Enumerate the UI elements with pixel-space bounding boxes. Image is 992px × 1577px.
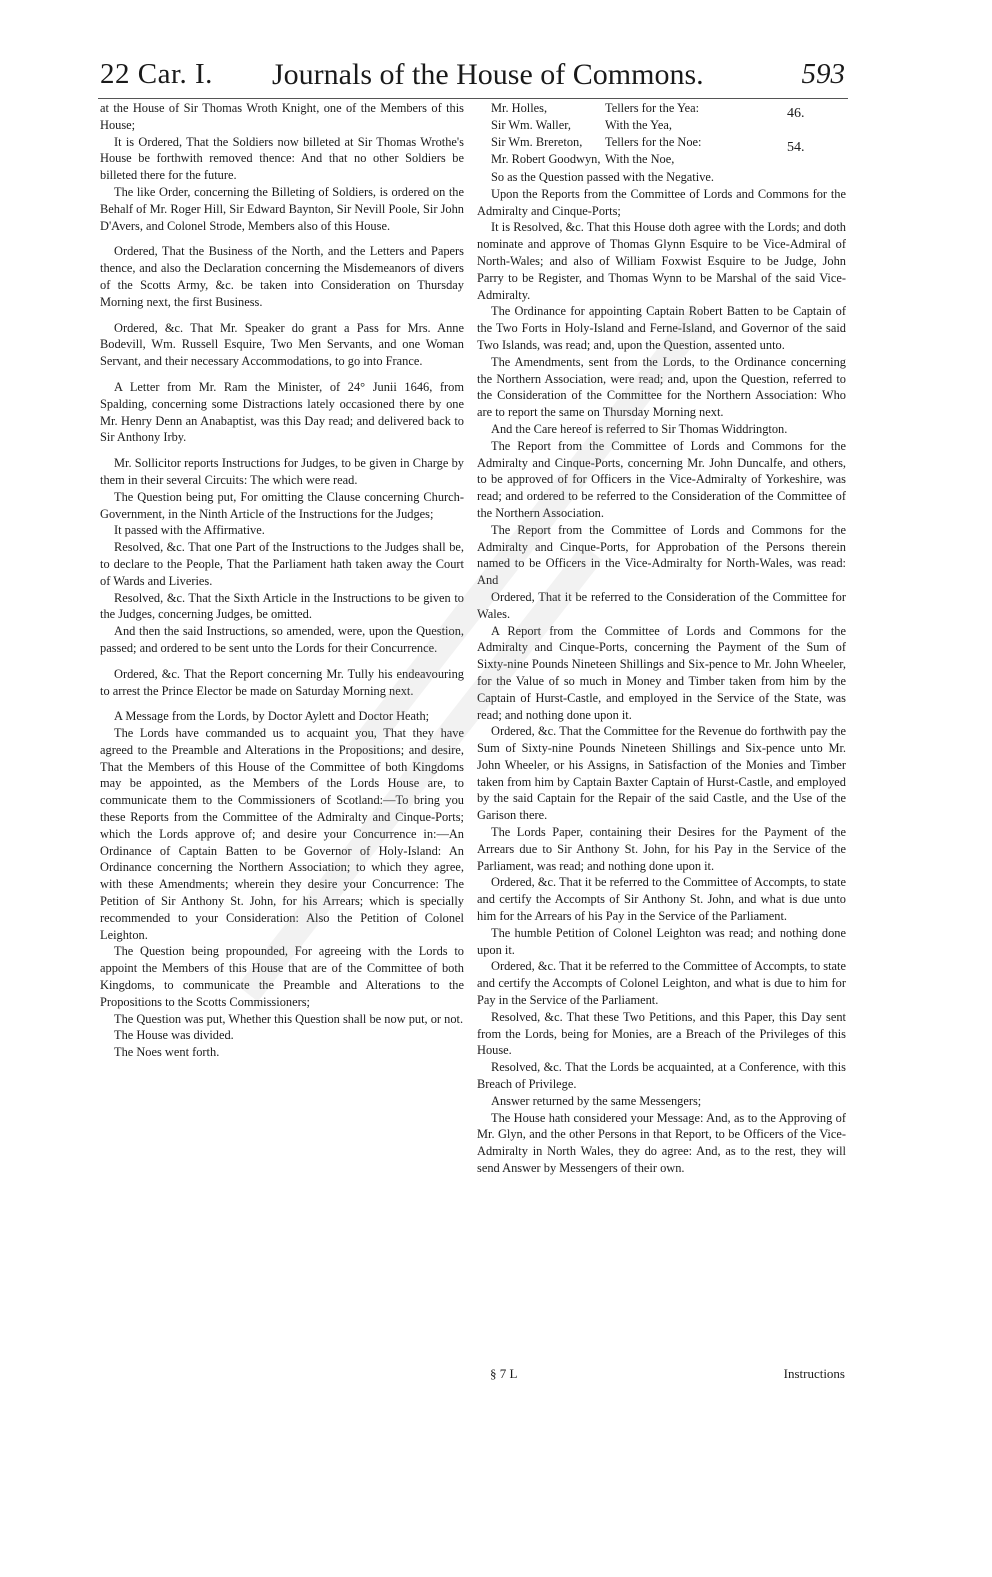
- paragraph: Ordered, &c. That the Report concerning Mr. Tully his endeavouring to arrest the Prince Elector be made on Saturday Morning next.: [100, 666, 464, 698]
- paragraph: Resolved, &c. That the Sixth Article in the Instructions to be given to the Judges, concerning Judges, be omitted.: [100, 590, 464, 622]
- paragraph: Ordered, &c. That Mr. Speaker do grant a Pass for Mrs. Anne Bodevill, Wm. Russell Esquire, Two Men Servants, and one Woman Servant, and their necessary Accommodations, to go into France.: [100, 320, 464, 369]
- paragraph: The Lords have commanded us to acquaint you, That they have agreed to the Preamble and Alterations in the Propositions; and desire, That the Members of this House of the Committee of both Kingdoms may be appointed, as the Members of the Lords House are, to communicate them to the Commissioners of Scotland:—To bring you these Reports from the Committee of the Admiralty and Cinque-Ports; which the Lords approve of; and desire your Concurrence in:—An Ordinance of Captain Batten to be Governor of Holy-Island: An Ordinance concerning the Northern Association; to which they agree, with these Amendments; wherein they desire your Concurrence: The Petition of Sir Anthony St. John, for his Arrears; which is specially recommended to your Consideration: Also the Petition of Colonel Leighton.: [100, 726, 464, 942]
- paragraph: Ordered, That it be referred to the Consideration of the Committee for Wales.: [477, 589, 846, 621]
- regnal-year: 22 Car. I.: [100, 58, 213, 90]
- division-tellers: [477, 100, 846, 168]
- page-header: [100, 58, 845, 98]
- paragraph: Resolved, &c. That the Lords be acquainted, at a Conference, with this Breach of Privilege.: [477, 1060, 846, 1092]
- paragraph: And then the said Instructions, so amended, were, upon the Question, passed; and ordered to be sent unto the Lords for their Concurrence.: [100, 624, 464, 655]
- paragraph: Resolved, &c. That one Part of the Instructions to the Judges shall be, to declare to the People, That the Parliament hath taken away the Court of Wards and Liveries.: [100, 540, 464, 588]
- teller-name: Sir Wm. Brereton,: [491, 135, 583, 149]
- teller-role: Tellers for the Noe:: [605, 135, 702, 149]
- paragraph: So as the Question passed with the Negative.: [491, 170, 714, 184]
- paragraph: It is Resolved, &c. That this House doth agree with the Lords; and doth nominate and approve of Thomas Glynn Esquire to be Vice-Admiral of North-Wales; and also of William Foxwist Esquire to be Judge, John Parry to be Register, and Thomas Wynn to be Marshal of the said Vice-Admiralty.: [477, 220, 846, 302]
- teller-name: Mr. Holles,: [491, 101, 548, 115]
- paragraph: Ordered, That the Business of the North, and the Letters and Papers thence, and also the Declaration concerning the Misdemeanors of divers of the Scotts Army, &c. be taken into Consideration on Thursday Morning next, the first Business.: [100, 244, 464, 309]
- paragraph: The Question being propounded, For agreeing with the Lords to appoint the Members of this House that are of the Committee of both Kingdoms, to communicate the Preamble and Alterations to the Propositions to the Scotts Commissioners;: [100, 944, 464, 1009]
- paragraph: Ordered, &c. That the Committee for the Revenue do forthwith pay the Sum of Sixty-nine Pounds Nineteen Shillings and Six-pence unto Mr. John Wheeler, or his Assigns, in Satisfaction of the Monies and Timber taken from him by Captain Baxter Captain of Hurst-Castle, and employed by the said Captain for the Repair of the said Castle, and the Use of the Garison there.: [477, 724, 846, 823]
- teller-name: Sir Wm. Waller,: [491, 118, 571, 132]
- yea-count: 46.: [787, 106, 805, 121]
- running-title: Journals of the House of Commons.: [272, 58, 704, 91]
- teller-role: With the Yea,: [605, 118, 672, 132]
- teller-name: Mr. Robert Goodwyn,: [491, 152, 601, 166]
- paragraph: The Ordinance for appointing Captain Robert Batten to be Captain of the Two Forts in Holy-Island and Ferne-Island, and Governor of the said Two Islands, was read; and, upon the Question, assented unto.: [477, 304, 846, 352]
- paragraph: It is Ordered, That the Soldiers now billeted at Sir Thomas Wrothe's House be forthwith removed thence: And that no other Soldiers be billeted there for the future.: [100, 134, 464, 183]
- paragraph: The like Order, concerning the Billeting of Soldiers, is ordered on the Behalf of Mr. Roger Hill, Sir Edward Baynton, Sir Nevill Poole, Sir John D'Avers, and Colonel Strode, Members also of this House.: [100, 184, 464, 233]
- header-rule: [98, 98, 848, 99]
- paragraph: A Report from the Committee of Lords and Commons for the Admiralty and Cinque-Ports, concerning the Payment of the Sum of Sixty-nine Pounds Nineteen Shillings and Six-pence to Mr. John Wheeler, for the Value of so much in Money and Timber taken from him by the Captain of Hurst-Castle, and employed in the Service of the State, was read; and nothing done upon it.: [477, 623, 846, 722]
- paragraph: A Message from the Lords, by Doctor Aylett and Doctor Heath;: [114, 709, 430, 724]
- paragraph: The Question was put, Whether this Question shall be now put, or not.: [114, 1011, 464, 1026]
- paragraph: The House was divided.: [114, 1028, 234, 1043]
- paragraph: Upon the Reports from the Committee of Lords and Commons for the Admiralty and Cinque-Ports;: [477, 186, 846, 218]
- paragraph: The House hath considered your Message: And, as to the Approving of Mr. Glyn, and the other Persons in that Report, to be Officers of the Vice-Admiralty in North Wales, they do agree: And, as to the rest, they will send Answer by Messengers of their own.: [477, 1110, 846, 1176]
- left-column: [100, 100, 464, 1061]
- paragraph: Ordered, &c. That it be referred to the Committee of Accompts, to state and certify the Accompts of Sir Anthony St. John, and what is due unto him for the Arrears of his Pay in the Service of the Parliament.: [477, 875, 846, 924]
- paragraph: The Report from the Committee of Lords and Commons for the Admiralty and Cinque-Ports, for Approbation of the Persons therein named to be Officers in the Vice-Admiralty for North-Wales, was read: And: [477, 522, 846, 588]
- page-footer: [100, 1366, 845, 1386]
- catchword: Instructions: [783, 1366, 845, 1381]
- paragraph: It passed with the Affirmative.: [114, 523, 265, 538]
- paragraph: A Letter from Mr. Ram the Minister, of 24° Junii 1646, from Spalding, concerning some Distractions lately occasioned there by one Mr. Henry Denn an Anabaptist, was this Day read; and delivered back to Sir Anthony Irby.: [100, 379, 464, 445]
- paragraph: And the Care hereof is referred to Sir Thomas Widdrington.: [491, 421, 788, 436]
- paragraph: The Lords Paper, containing their Desires for the Payment of the Arrears due to Sir Anthony St. John, for his Pay in the Service of the Parliament, was read; and nothing done upon it.: [477, 825, 846, 873]
- paragraph: Mr. Sollicitor reports Instructions for Judges, to be given in Charge by them in their several Circuits: The which were read.: [100, 456, 464, 487]
- paragraph: The Noes went forth.: [114, 1045, 220, 1060]
- paragraph: Resolved, &c. That these Two Petitions, and this Paper, this Day sent from the Lords, being for Monies, are a Breach of the Privileges of this House.: [477, 1009, 846, 1058]
- paragraph: The Amendments, sent from the Lords, to the Ordinance concerning the Northern Association, were read; and, upon the Question, referred to the Consideration of the Committee for the Northern Association: Who are to report the same on Thursday Morning next.: [477, 354, 846, 420]
- paragraph: The Question being put, For omitting the Clause concerning Church-Government, in the Ninth Article of the Instructions for the Judges;: [100, 489, 464, 521]
- paragraph: The humble Petition of Colonel Leighton was read; and nothing done upon it.: [477, 925, 846, 957]
- signature-mark: § 7 L: [490, 1366, 518, 1381]
- noe-count: 54.: [787, 140, 805, 155]
- teller-role: Tellers for the Yea:: [605, 101, 700, 115]
- paragraph: Answer returned by the same Messengers;: [491, 1093, 702, 1108]
- paragraph: at the House of Sir Thomas Wroth Knight, one of the Members of this House;: [100, 101, 464, 132]
- paragraph: The Report from the Committee of Lords and Commons for the Admiralty and Cinque-Ports, concerning Mr. John Duncalfe, and others, to be approved of for Officers in the Vice-Admiralty of Yorkeshire, was read; and ordered to be referred to the Consideration of the Committee of the Northern Association.: [477, 438, 846, 520]
- paragraph: Ordered, &c. That it be referred to the Committee of Accompts, to state and certify the Accompts of Colonel Leighton, and what is due to him for Pay in the Service of the Parliament.: [477, 959, 846, 1008]
- teller-role: With the Noe,: [605, 152, 675, 166]
- page-number: 593: [801, 58, 845, 90]
